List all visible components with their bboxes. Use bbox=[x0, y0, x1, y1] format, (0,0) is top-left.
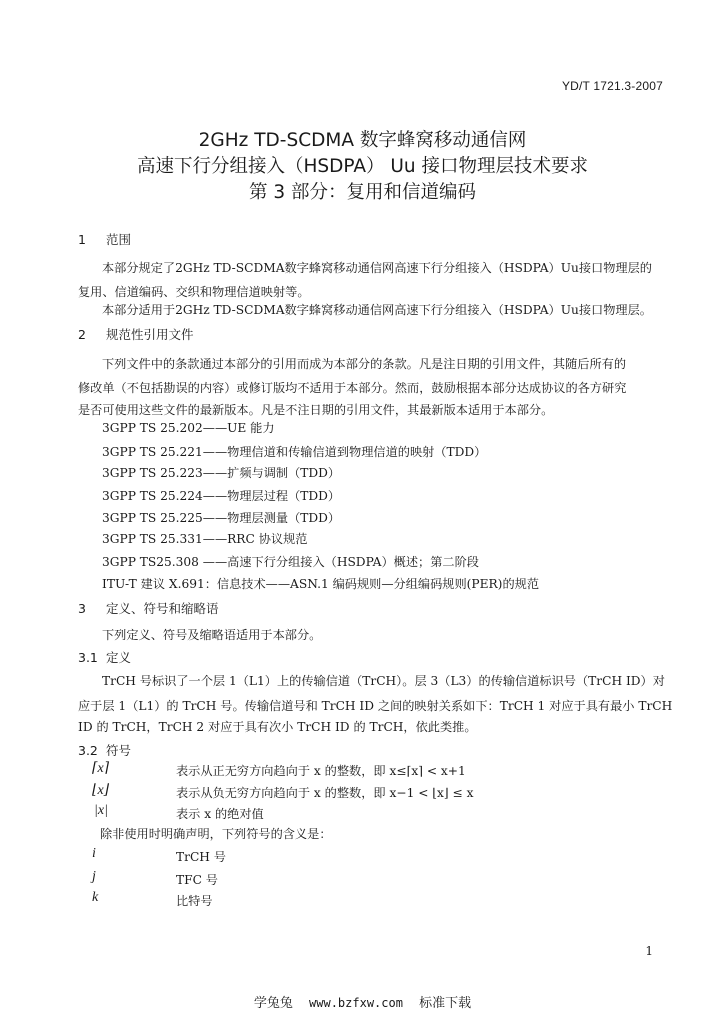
paragraph-line: 本部分适用于2GHz TD-SCDMA数字蜂窝移动通信网高速下行分组接入（HSDPA）Uu接口物理层。 bbox=[102, 303, 652, 317]
subsection-number: 3.1 bbox=[78, 650, 98, 665]
reference-item: 3GPP TS 25.224——物理层过程（TDD） bbox=[102, 489, 341, 503]
title-line-1: 2GHz TD-SCDMA 数字蜂窝移动通信网 bbox=[198, 130, 527, 151]
paragraph-line: TrCH 号标识了一个层 1（L1）上的传输信道（TrCH）。层 3（L3）的传输信道标识号（TrCH ID）对 bbox=[102, 674, 665, 688]
section-3-heading bbox=[78, 599, 219, 617]
subsection-3-1-heading bbox=[78, 648, 131, 666]
reference-item: 3GPP TS25.308 ——高速下行分组接入（HSDPA）概述；第二阶段 bbox=[102, 555, 479, 569]
title-line-2: 高速下行分组接入（HSDPA） Uu 接口物理层技术要求 bbox=[136, 156, 589, 177]
paragraph-line: 本部分规定了2GHz TD-SCDMA数字蜂窝移动通信网高速下行分组接入（HSDPA）Uu接口物理层的 bbox=[102, 261, 652, 275]
reference-item: 3GPP TS 25.221——物理信道和传输信道到物理信道的映射（TDD） bbox=[102, 445, 487, 459]
section-title: 定义、符号和缩略语 bbox=[106, 601, 219, 616]
section-number: 1 bbox=[78, 232, 86, 247]
title-line-3: 第 3 部分：复用和信道编码 bbox=[248, 182, 477, 203]
variable-symbol: k bbox=[92, 890, 99, 905]
paragraph-line: 应于层 1（L1）的 TrCH 号。传输信道号和 TrCH ID 之间的映射关系如下：TrCH 1 对应于具有最小 TrCH bbox=[78, 699, 673, 713]
paragraph-line: 复用、信道编码、交织和物理信道映射等。 bbox=[78, 285, 310, 299]
footer-url[interactable]: www.bzfxw.com bbox=[309, 996, 403, 1010]
footer-tagline: 标准下载 bbox=[419, 996, 472, 1011]
variable-description: 比特号 bbox=[176, 894, 213, 908]
paragraph-line: ID 的 TrCH，TrCH 2 对应于具有次小 TrCH ID 的 TrCH，依此类推。 bbox=[78, 720, 477, 734]
variable-description: TFC 号 bbox=[176, 873, 218, 887]
section-title: 规范性引用文件 bbox=[106, 327, 194, 342]
footer-site-name: 学兔兔 bbox=[253, 996, 293, 1011]
section-number: 2 bbox=[78, 327, 86, 342]
paragraph-line: 修改单（不包括勘误的内容）或修订版均不适用于本部分。然而，鼓励根据本部分达成协议的各方研究 bbox=[78, 381, 627, 395]
subsection-title: 符号 bbox=[106, 743, 132, 758]
page-number: 1 bbox=[645, 944, 653, 958]
reference-item: ITU-T 建议 X.691：信息技术——ASN.1 编码规则—分组编码规则(PER)的规范 bbox=[102, 577, 540, 591]
section-2-heading bbox=[78, 325, 194, 343]
reference-item: 3GPP TS 25.202——UE 能力 bbox=[102, 421, 275, 435]
variable-symbol: i bbox=[92, 846, 96, 861]
variable-symbol: j bbox=[92, 869, 96, 884]
symbol-floor: ⌊x⌋ bbox=[92, 783, 110, 798]
reference-item: 3GPP TS 25.225——物理层测量（TDD） bbox=[102, 511, 341, 525]
section-title: 范围 bbox=[106, 232, 132, 247]
paragraph-line: 下列定义、符号及缩略语适用于本部分。 bbox=[102, 628, 322, 642]
variable-description: TrCH 号 bbox=[176, 850, 226, 864]
symbol-description: 表示 x 的绝对值 bbox=[176, 807, 264, 821]
symbol-description: 表示从负无穷方向趋向于 x 的整数，即 x−1 < ⌊x⌋ ≤ x bbox=[176, 786, 474, 800]
paragraph-line: 是否可使用这些文件的最新版本。凡是不注日期的引用文件，其最新版本适用于本部分。 bbox=[78, 403, 554, 417]
subsection-title: 定义 bbox=[106, 650, 132, 665]
symbol-absolute-value: |x| bbox=[94, 803, 108, 818]
reference-item: 3GPP TS 25.331——RRC 协议规范 bbox=[102, 532, 308, 546]
section-number: 3 bbox=[78, 601, 86, 616]
reference-item: 3GPP TS 25.223——扩频与调制（TDD） bbox=[102, 466, 341, 480]
subsection-number: 3.2 bbox=[78, 743, 98, 758]
subsection-3-2-heading bbox=[78, 741, 131, 759]
paragraph-line: 下列文件中的条款通过本部分的引用而成为本部分的条款。凡是注日期的引用文件，其随后所有的 bbox=[102, 357, 627, 371]
document-code: YD/T 1721.3-2007 bbox=[561, 79, 663, 93]
symbol-description: 表示从正无穷方向趋向于 x 的整数，即 x≤⌈x⌉ < x+1 bbox=[176, 764, 466, 778]
symbol-ceiling: ⌈x⌉ bbox=[92, 761, 110, 776]
section-1-heading bbox=[78, 230, 131, 248]
footer-watermark bbox=[0, 992, 725, 1011]
paragraph-line: 除非使用时明确声明，下列符号的含义是： bbox=[100, 827, 332, 841]
